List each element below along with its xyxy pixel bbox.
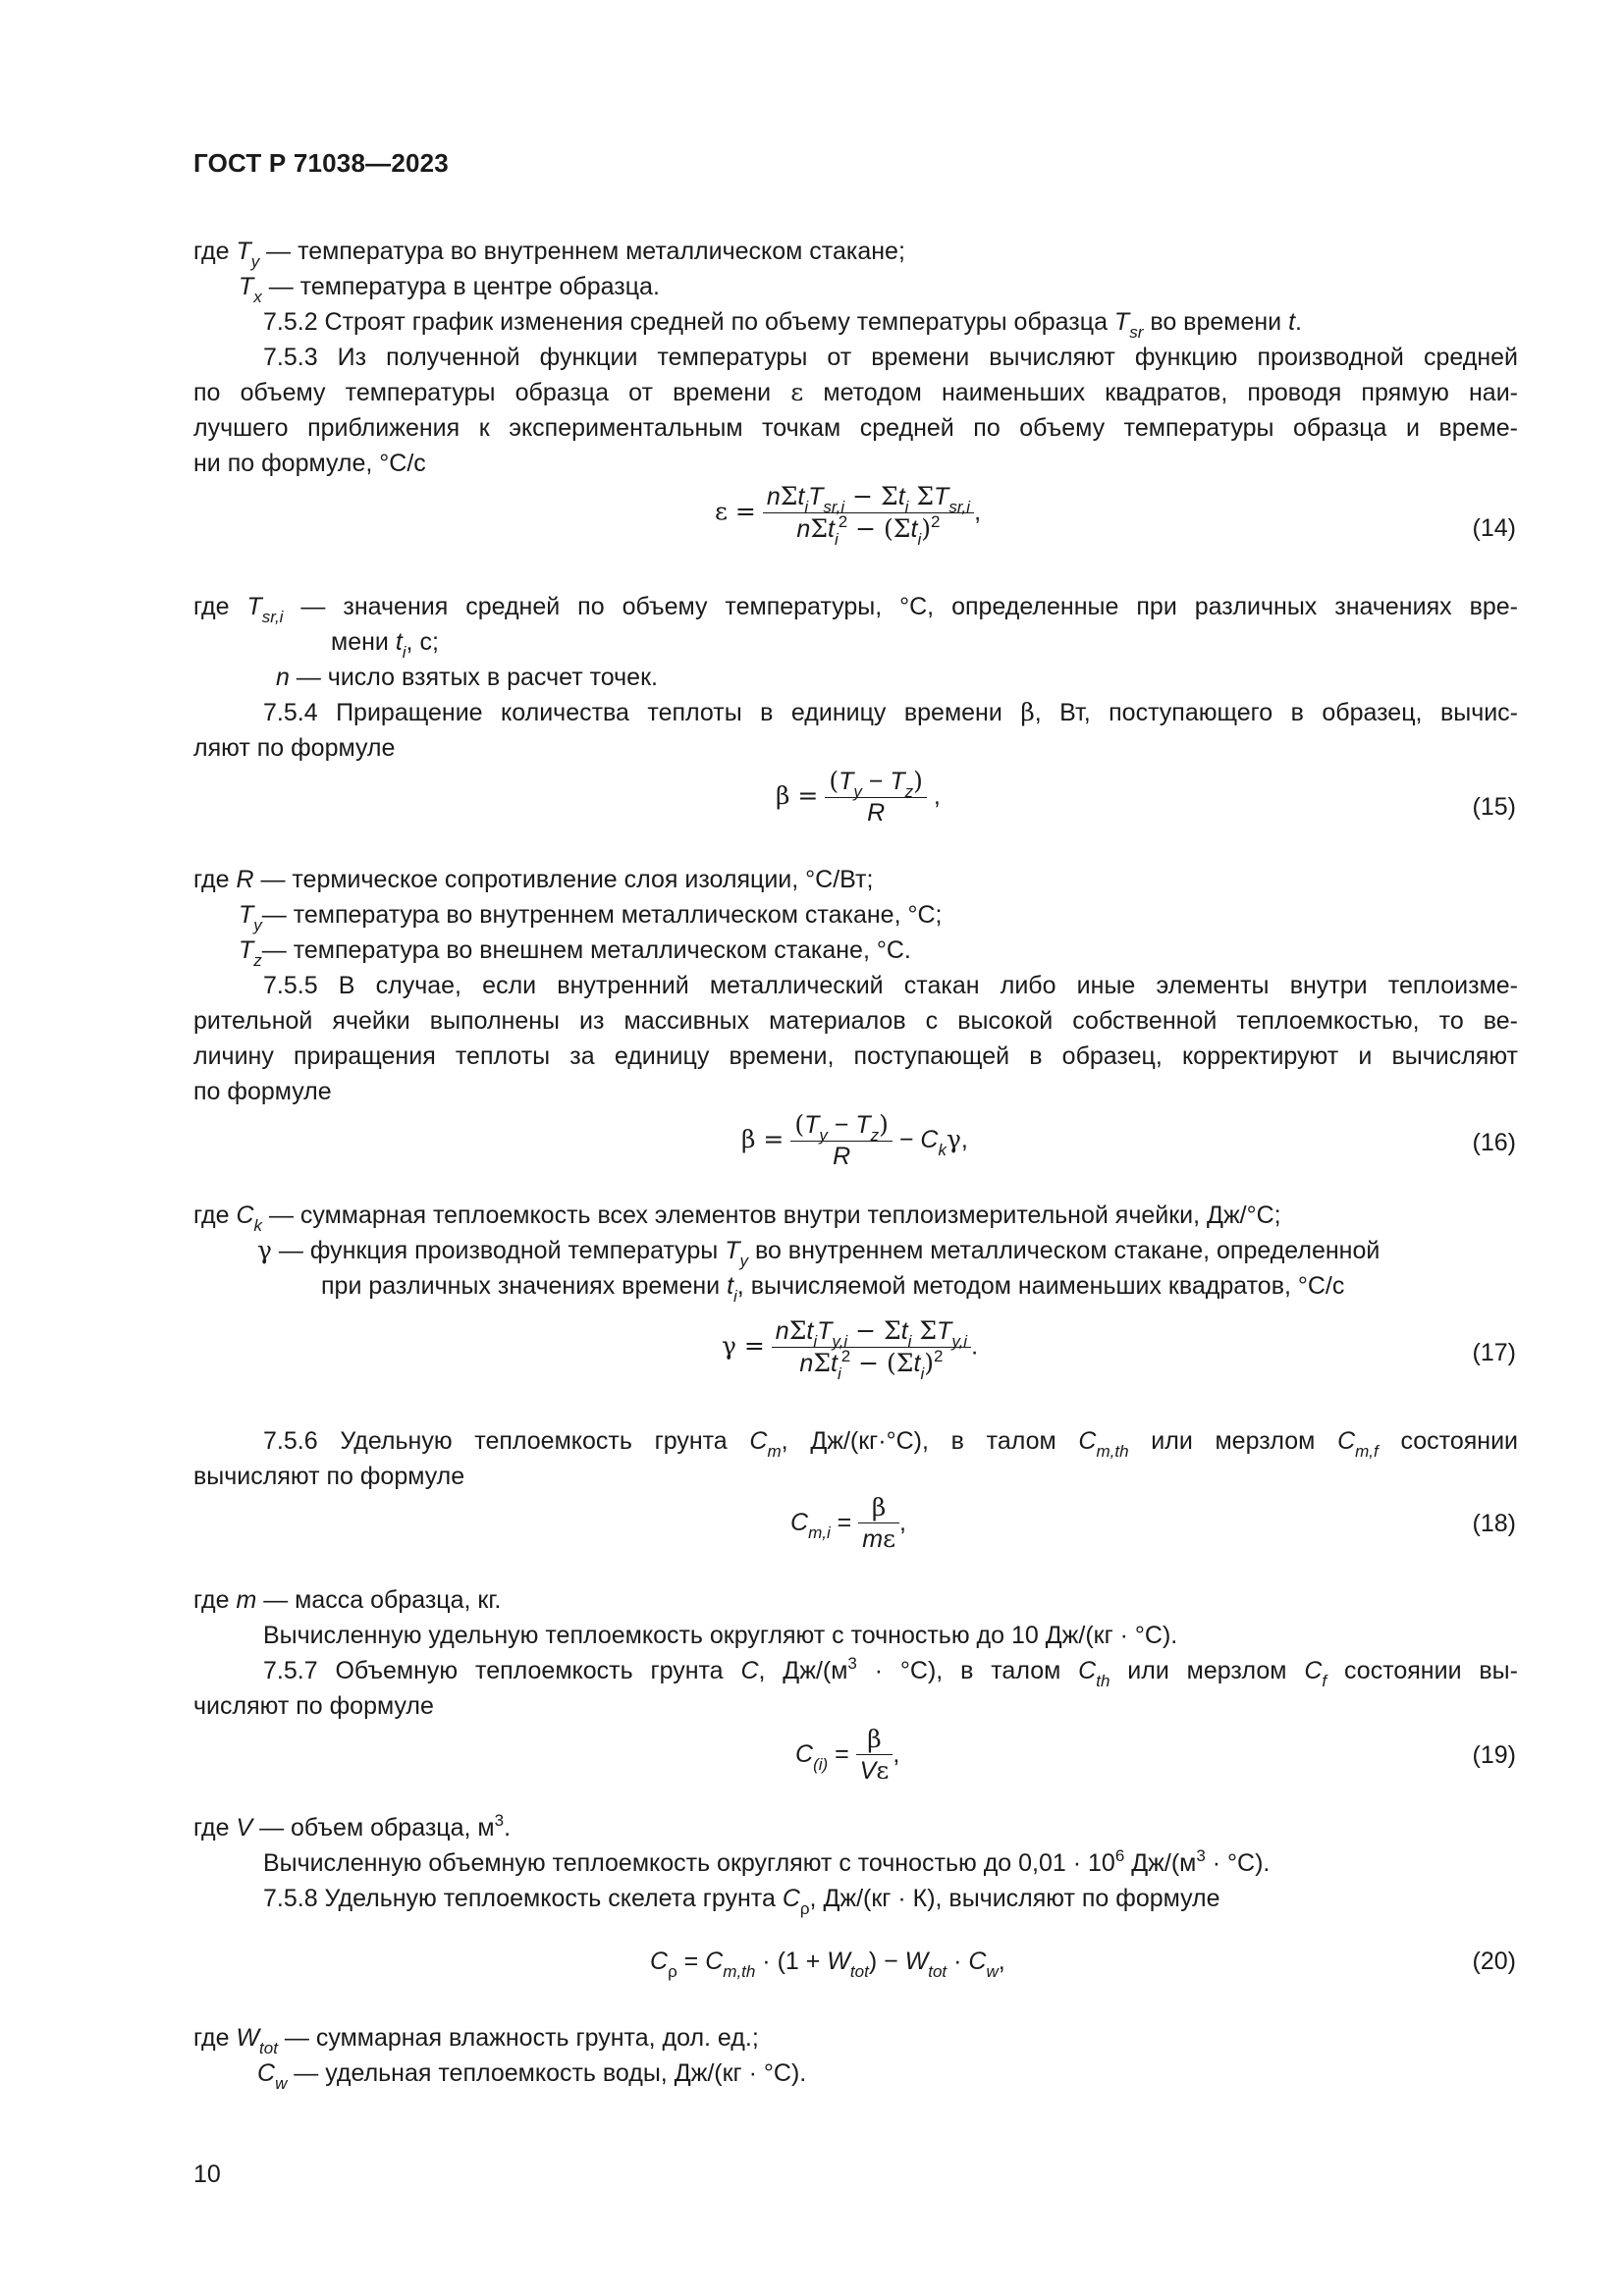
where-r-line: где R — термическое сопротивление слоя изоляции, °С/Вт; bbox=[193, 866, 874, 893]
clause-7-5-8: 7.5.8 Удельную теплоемкость скелета грунта $C_\rho$, Дж/(кг · К), вычисляют по формуле bbox=[263, 1885, 1220, 1918]
formula-18-fraction: $\frac{\beta}{m\varepsilon}$ bbox=[858, 1492, 899, 1556]
clause-7-5-3-line1: 7.5.3 Из полученной функции температуры от времени вычисляют функцию производной средней bbox=[263, 344, 1518, 371]
clause-7-5-7-line2: числяют по формуле bbox=[193, 1692, 434, 1720]
formula-18: $C_{m,i}$ = $\frac{\beta}{m\varepsilon}$ , bbox=[790, 1492, 906, 1556]
rounding-note-volumetric: Вычисленную объемную теплоемкость округляют с точностью до $0,01 \cdot 10^6$ $Дж/(м^3 \cdot ^\circ С)$. bbox=[263, 1846, 1271, 1877]
formula-17: γ = $\frac{n\Sigma t_iT_{y,i} - \Sigma t_i \Sigma T_{y,i}}{n\Sigma t_i^2 - (\Sigma t_i)^2}$ . bbox=[722, 1316, 979, 1384]
where-ty-line: где $T_y$ — температура во внутреннем металлическом стакане; bbox=[193, 238, 905, 271]
where-m-line: где m — масса образца, кг. bbox=[193, 1586, 502, 1614]
clause-7-5-2: 7.5.2 Строят график изменения средней по объему температуры образца $T_{sr}$ во времени t. bbox=[263, 308, 1302, 342]
clause-7-5-3-line2: по объему температуры образца от времени ε методом наименьших квадратов, проводя прямую наи- bbox=[193, 378, 1518, 406]
clause-7-5-5-line3: личину приращения теплоты за единицу времени, поступающей в образец, корректируют и вычисляют bbox=[193, 1042, 1518, 1070]
where-v-line: где V — объем образца, $м^3$. bbox=[193, 1811, 512, 1842]
formula-16: β = $\frac{(T_y - T_z)}{R}$ − $C_k\gamma$, bbox=[741, 1109, 968, 1173]
formula-19: $C_{(i)}$ = $\frac{\beta}{V\varepsilon}$ , bbox=[795, 1724, 899, 1788]
formula-18-number: (18) bbox=[1472, 1510, 1516, 1537]
where-tx-line: $T_x$ — температура в центре образца. bbox=[239, 273, 660, 306]
clause-7-5-4-line2: ляют по формуле bbox=[193, 734, 396, 762]
clause-7-5-5-line2: рительной ячейки выполнены из массивных материалов с высокой собственной теплоемкостью, то ве- bbox=[193, 1007, 1518, 1035]
formula-14-fraction: $\frac{n\Sigma t_iT_{sr,i} - \Sigma t_i \Sigma T_{sr,i}}{n\Sigma t_i^2 - (\Sigma t_i)^2}$ bbox=[763, 481, 974, 546]
where-tz-line: $T_z—$ температура во внешнем металлическом стакане, °С. bbox=[239, 936, 911, 970]
clause-7-5-6-line2: вычисляют по формуле bbox=[193, 1463, 465, 1490]
formula-16-fraction: $\frac{(T_y - T_z)}{R}$ bbox=[790, 1109, 893, 1173]
formula-19-number: (19) bbox=[1472, 1741, 1516, 1769]
clause-7-5-6-line1: 7.5.6 Удельную теплоемкость грунта $C_m$, Дж/(кг·°С), в талом $C_{m,th}$ или мерзлом $C_{m,f}$ состоянии bbox=[263, 1427, 1518, 1459]
formula-19-fraction: $\frac{\beta}{V\varepsilon}$ bbox=[856, 1724, 893, 1788]
clause-7-5-5-line1: 7.5.5 В случае, если внутренний металлический стакан либо иные элементы внутри теплоизме- bbox=[263, 972, 1518, 999]
where-n-line: n — число взятых в расчет точек. bbox=[276, 664, 658, 691]
where-gamma-line: γ — функция производной температуры $T_y$ во внутреннем металлическом стакане, определенной bbox=[257, 1236, 1380, 1270]
formula-14-number: (14) bbox=[1472, 514, 1516, 542]
formula-20: $C_\rho = C_{m,th} \cdot (1 + W_{tot}) - W_{tot} \cdot C_w$, bbox=[650, 1948, 1005, 1981]
formula-15-fraction: $\frac{(T_y - T_z)}{R}$ bbox=[825, 766, 927, 829]
formula-17-fraction: $\frac{n\Sigma t_iT_{y,i} - \Sigma t_i \Sigma T_{y,i}}{n\Sigma t_i^2 - (\Sigma t_i)^2}$ bbox=[772, 1315, 971, 1380]
clause-7-5-4-line1: 7.5.4 Приращение количества теплоты в единицу времени β, Вт, поступающего в образец, вычис- bbox=[263, 698, 1518, 726]
formula-15: β = $\frac{(T_y - T_z)}{R}$ , bbox=[776, 766, 941, 829]
formula-15-number: (15) bbox=[1472, 793, 1516, 821]
formula-16-number: (16) bbox=[1472, 1129, 1516, 1156]
where-cw-line: $C_w$ — удельная теплоемкость воды, Дж/(кг · °С). bbox=[257, 2059, 807, 2093]
where-ck-line: где $C_k$ — суммарная теплоемкость всех элементов внутри теплоизмерительной ячейки, Дж/°С; bbox=[193, 1201, 1281, 1235]
clause-7-5-3-line4: ни по формуле, °С/с bbox=[193, 450, 426, 477]
clause-7-5-5-line4: по формуле bbox=[193, 1078, 332, 1105]
formula-20-number: (20) bbox=[1472, 1948, 1516, 1975]
rounding-note-specific: Вычисленную удельную теплоемкость округляют с точностью до 10 Дж/(кг · °С). bbox=[263, 1622, 1178, 1649]
where-tsr-line2: мени $t_i$, с; bbox=[331, 628, 439, 662]
clause-7-5-7-line1: 7.5.7 Объемную теплоемкость грунта C, $Дж/(м^3 \cdot ^\circ С)$, в талом $C_{th}$ или мерзлом $C_f$ состоянии вы- bbox=[263, 1655, 1518, 1688]
where-wtot-line: где $W_{tot}$ — суммарная влажность грунта, дол. ед.; bbox=[193, 2024, 759, 2057]
where-gamma-line2: при различных значениях времени $t_i$, вычисляемой методом наименьших квадратов, °С/с bbox=[321, 1272, 1345, 1306]
formula-17-number: (17) bbox=[1472, 1339, 1516, 1366]
where-ty-line2: $T_y—$ температура во внутреннем металлическом стакане, °С; bbox=[239, 901, 943, 934]
where-tsr-line: где $T_{sr,i}$ — значения средней по объему температуры, °С, определенные при различных значениях вре- bbox=[193, 593, 1518, 624]
standard-header: ГОСТ Р 71038—2023 bbox=[193, 148, 449, 178]
formula-14: ε = $\frac{n\Sigma t_iT_{sr,i} - \Sigma t_i \Sigma T_{sr,i}}{n\Sigma t_i^2 - (\Sigma t_i)^2}$ , bbox=[715, 482, 982, 550]
clause-7-5-3-line3: лучшего приближения к экспериментальным точкам средней по объему температуры образца и време- bbox=[193, 414, 1518, 442]
page-number: 10 bbox=[193, 2161, 221, 2188]
